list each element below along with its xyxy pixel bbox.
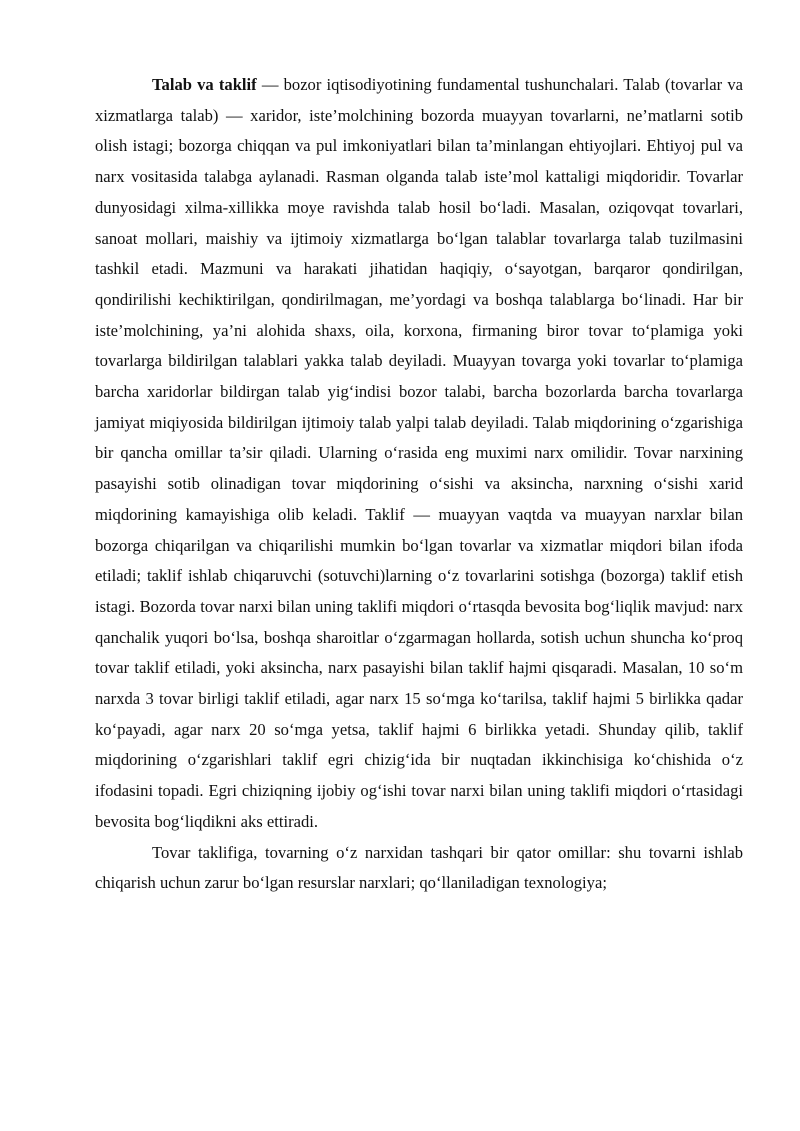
term-heading: Talab va taklif <box>152 75 257 94</box>
document-page <box>95 70 743 899</box>
paragraph-talab-va-taklif <box>95 70 743 838</box>
paragraph-text: Tovar taklifiga, tovarning o‘z narxidan tashqari bir qator omillar: shu tovarni ishlab chiqarish uchun zarur bo‘lgan resurslar narxlari; qo‘llaniladigan texnologiya; <box>95 842 743 893</box>
paragraph-text: — bozor iqtisodiyotining fundamental tushunchalari. Talab (tovarlar va xizmatlarga talab) — xaridor, iste’molchining bozorda muayyan tovarlarni, ne’matlarni sotib olish istagi; bozorga chiqqan va pul imkoniyatlari bilan ta’minlangan ehtiyojlari. Ehtiyoj pul va narx vositasida talabga aylanadi. Rasman olganda talab iste’mol kattaligi miqdoridir. Tovarlar dunyosidagi xilma-xillikka moye ravishda talab hosil bo‘ladi. Masalan, oziqovqat tovarlari, sanoat mollari, maishiy va ijtimoiy xizmatlarga bo‘lgan talablar tovarlarga talab tuzilmasini tashkil etadi. Mazmuni va harakati jihatidan haqiqiy, o‘sayotgan, barqaror qondirilgan, qondirilishi kechiktirilgan, qondirilmagan, me’yordagi va boshqa talablarga bo‘linadi. Har bir iste’molchining, ya’ni alohida shaxs, oila, korxona, firmaning biror tovar to‘plamiga yoki tovarlarga bildirilgan talablari yakka talab deyiladi. Muayyan tovarga yoki tovarlar to‘plamiga barcha xaridorlar bildirgan talab yig‘indisi bozor talabi, barcha bozorlarda barcha tovarlarga jamiyat miqiyosida bildirilgan ijtimoiy talab yalpi talab deyiladi. Talab miqdorining o‘zgarishiga bir qancha omillar ta’sir qiladi. Ularning o‘rasida eng muximi narx omilidir. Tovar narxining pasayishi sotib olinadigan tovar miqdorining o‘sishi va aksincha, narxning o‘sishi xarid miqdorining kamayishiga olib keladi. Taklif — muayyan vaqtda va muayyan narxlar bilan bozorga chiqarilgan va chiqarilishi mumkin bo‘lgan tovarlar va xizmatlar miqdori bilan ifoda etiladi; taklif ishlab chiqaruvchi (sotuvchi)larning o‘z tovarlarini sotishga (bozorga) taklif etish istagi. Bozorda tovar narxi bilan uning taklifi miqdori o‘rtasqda bevosita bog‘liqlik mavjud: narx qanchalik yuqori bo‘lsa, boshqa sharoitlar o‘zgarmagan hollarda, sotish uchun shuncha ko‘proq tovar taklif etiladi, yoki aksincha, narx pasayishi bilan taklif hajmi qisqaradi. Masalan, 10 so‘m narxda 3 tovar birligi taklif etiladi, agar narx 15 so‘mga ko‘tarilsa, taklif hajmi 5 birlikka qadar ko‘payadi, agar narx 20 so‘mga yetsa, taklif hajmi 6 birlikka yetadi. Shunday qilib, taklif miqdorining o‘zgarishlari taklif egri chizig‘ida bir nuqtadan ikkinchisiga ko‘chishida o‘z ifodasini topadi. Egri chiziqning ijobiy og‘ishi tovar narxi bilan uning taklifi miqdori o‘rtasidagi bevosita bog‘liqdikni aks ettiradi. <box>95 75 743 831</box>
paragraph-tovar-taklifiga <box>95 838 743 899</box>
